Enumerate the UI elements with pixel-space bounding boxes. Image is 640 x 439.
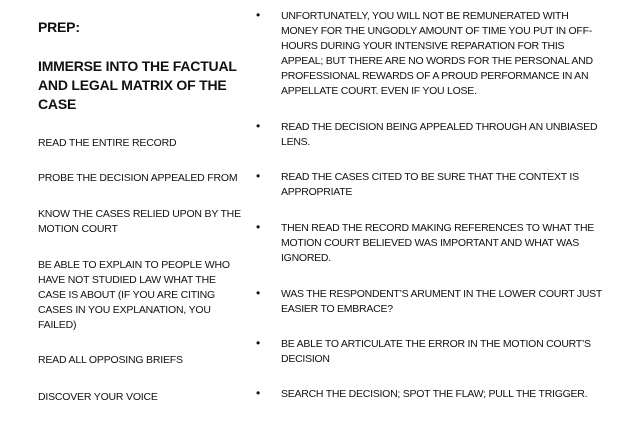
left-list-item: DISCOVER YOUR VOICE	[38, 391, 158, 403]
left-list-item: READ THE ENTIRE RECORD	[38, 137, 177, 149]
bullet-text: BE ABLE TO ARTICULATE THE ERROR IN THE MOTION COURT’S DECISION	[281, 338, 591, 365]
left-list-item: PROBE THE DECISION APPEALED FROM	[38, 172, 238, 184]
bullet-icon: •	[256, 386, 261, 400]
bullet-text: SEARCH THE DECISION; SPOT THE FLAW; PULL THE TRIGGER.	[281, 388, 588, 400]
bullet-icon: •	[256, 8, 261, 22]
bullet-icon: •	[256, 336, 261, 350]
bullet-icon: •	[256, 119, 261, 133]
bullet-text: THEN READ THE RECORD MAKING REFERENCES TO WHAT THE MOTION COURT BELIEVED WAS IMPORTANT AND WHAT WAS IGNORED.	[281, 222, 595, 264]
bullet-icon: •	[256, 286, 261, 300]
bullet-text: UNFORTUNATELY, YOU WILL NOT BE REMUNERATED WITH MONEY FOR THE UNGODLY AMOUNT OF TIME YOU PUT IN OFF-HOURS DURING YOUR INTENSIVE REPARATION FOR THIS APPEAL; BUT THERE ARE NO WORDS FOR THE PERSONAL AND PROFESSIONAL REWARDS OF A PROUD PERFORMANCE IN AN APPELLATE COURT. EVEN IF YOU LOSE.	[281, 10, 593, 97]
bullet-icon: •	[256, 220, 261, 234]
left-list-item: BE ABLE TO EXPLAIN TO PEOPLE WHO HAVE NOT STUDIED LAW WHAT THE CASE IS ABOUT (IF YOU ARE CITING CASES IN YOU EXPLANATION, YOU FAILED)	[38, 259, 230, 331]
slide-subheading: IMMERSE INTO THE FACTUAL AND LEGAL MATRIX OF THE CASE	[38, 58, 237, 112]
slide-heading: PREP:	[38, 19, 80, 35]
bullet-text: WAS THE RESPONDENT’S ARUMENT IN THE LOWER COURT JUST EASIER TO EMBRACE?	[281, 288, 602, 315]
left-list-item: KNOW THE CASES RELIED UPON BY THE MOTION COURT	[38, 208, 241, 235]
left-list-item: READ ALL OPPOSING BRIEFS	[38, 354, 183, 366]
bullet-text: READ THE CASES CITED TO BE SURE THAT THE CONTEXT IS APPROPRIATE	[281, 171, 579, 198]
bullet-text: READ THE DECISION BEING APPEALED THROUGH AN UNBIASED LENS.	[281, 121, 598, 148]
bullet-icon: •	[256, 169, 261, 183]
